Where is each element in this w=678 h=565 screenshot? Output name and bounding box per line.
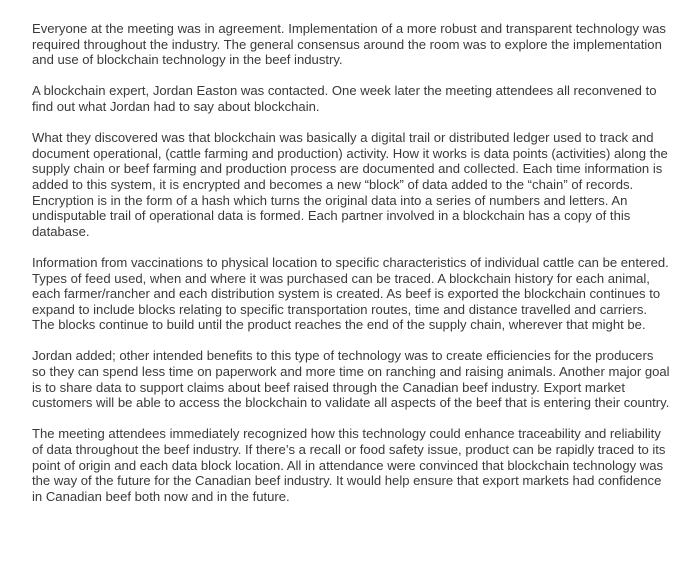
paragraph-meeting-agreement: Everyone at the meeting was in agreement. Implementation of a more robust and transparent technology was required throughout the industry. The general consensus around the room was to explore the implementation and use of blockchain technology in the beef industry. — [32, 21, 666, 68]
paragraph-expert-contacted: A blockchain expert, Jordan Easton was contacted. One week later the meeting attendees all reconvened to find out what Jordan had to say about blockchain. — [32, 83, 657, 114]
paragraph-intended-benefits: Jordan added; other intended benefits to this type of technology was to create efficiencies for the producers so they can spend less time on paperwork and more time on ranching and raising animals. Another major goal is to share data to support claims about beef raised through the Canadian beef industry. Export market customers will be able to access the blockchain to validate all aspects of the beef that is entering their country. — [32, 348, 670, 411]
paragraph-conclusion: The meeting attendees immediately recognized how this technology could enhance traceability and reliability of data throughout the beef industry. If there’s a recall or food safety issue, product can be rapidly traced to its point of origin and each data block location. All in attendance were convinced that blockchain technology was the way of the future for the Canadian beef industry. It would help ensure that export markets had confidence in Canadian beef both now and in the future. — [32, 426, 666, 504]
paragraph-data-entered: Information from vaccinations to physical location to specific characteristics of individual cattle can be entered. Types of feed used, when and where it was purchased can be traced. A blockchain history for each animal, each farmer/rancher and each distribution system is created. As beef is exported the blockchain continues to expand to include blocks relating to specific transportation routes, time and distance travelled and carriers. The blocks continue to build until the product reaches the end of the supply chain, wherever that might be. — [32, 254, 669, 333]
paragraph-blockchain-explained: What they discovered was that blockchain was basically a digital trail or distributed ledger used to track and document operational, (cattle farming and production) activity. How it works is data points (activities) along the supply chain or beef farming and production process are documented and collected. Each time information is added to this system, it is encrypted and becomes a new “block” of data added to the “chain” of records. Encryption is in the form of a hash which turns the original data into a series of numbers and letters. An undisputable trail of operational data is formed. Each partner involved in a blockchain has a copy of this database. — [32, 130, 668, 239]
